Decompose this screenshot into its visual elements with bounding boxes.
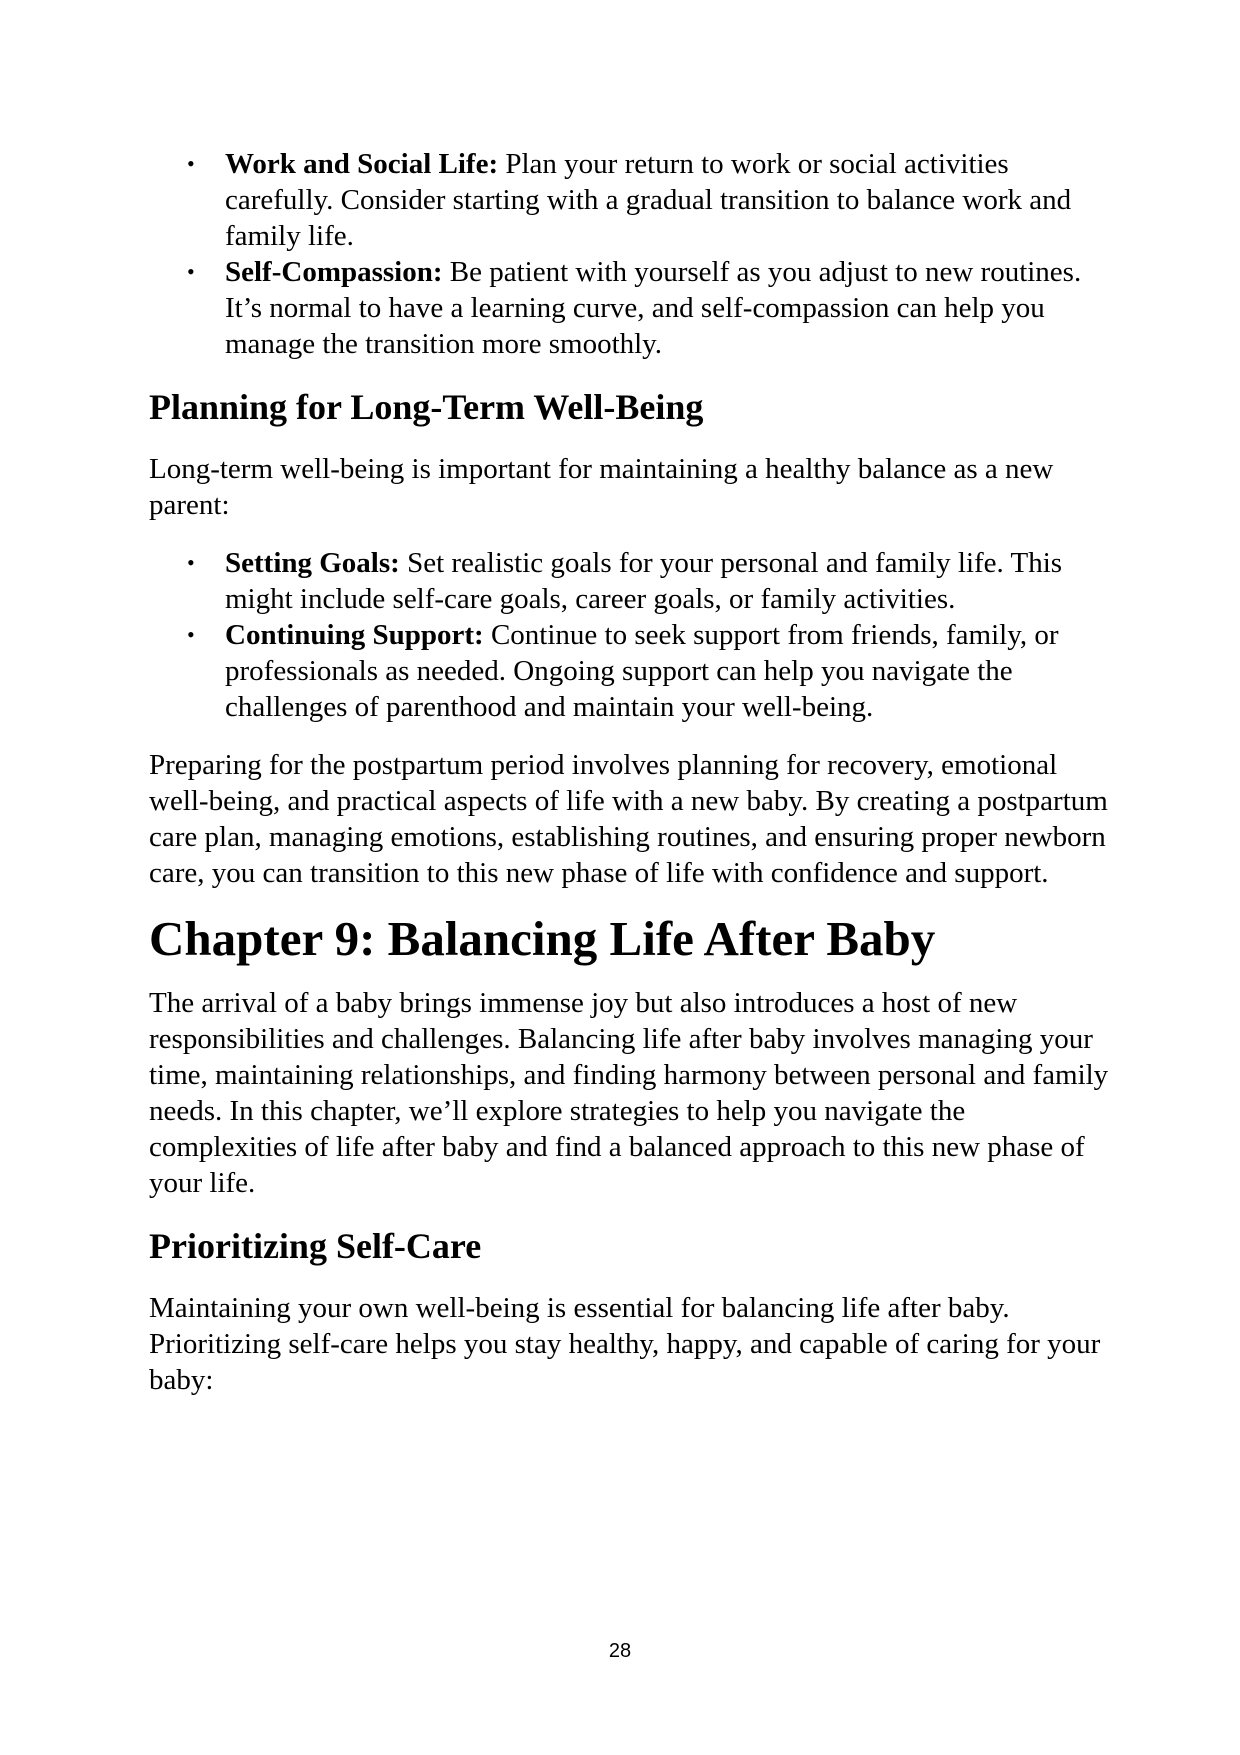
section-heading-prioritizing-self-care: Prioritizing Self-Care: [149, 1226, 482, 1266]
chapter-title: Chapter 9: Balancing Life After Baby: [149, 911, 936, 966]
bullet-icon: •: [187, 550, 195, 575]
list-item-work-social-life: [149, 146, 1109, 254]
top-bullet-list: [149, 146, 1109, 362]
list-item-continuing-support: [149, 617, 1109, 725]
bullet-term: Work and Social Life:: [225, 148, 499, 180]
list-item-setting-goals: [149, 545, 1109, 617]
postpartum-summary-paragraph: Preparing for the postpartum period involves planning for recovery, emotional well-being, and practical aspects of life with a new baby. By creating a postpartum care plan, managing emotions, establishing routines, and ensuring proper newborn care, you can transition to this new phase of life with confidence and support.: [149, 749, 1108, 889]
bullet-icon: •: [187, 151, 195, 176]
bullet-term: Setting Goals:: [225, 547, 400, 579]
bullet-text: Set realistic goals for your personal and family life. This might include self-care goals, career goals, or family activities.: [225, 547, 1063, 615]
self-care-intro-paragraph: Maintaining your own well-being is essential for balancing life after baby. Prioritizing self-care helps you stay healthy, happy, and capable of caring for your baby:: [149, 1292, 1101, 1396]
section-heading-long-term-well-being: Planning for Long-Term Well-Being: [149, 387, 704, 427]
page-body: [149, 146, 1109, 1398]
bullet-text: Continue to seek support from friends, family, or professionals as needed. Ongoing support can help you navigate the challenges of parenthood and maintain your well-being.: [225, 619, 1059, 723]
long-term-intro-paragraph: Long-term well-being is important for maintaining a healthy balance as a new parent:: [149, 453, 1054, 521]
long-term-bullet-list: [149, 545, 1109, 725]
chapter-intro-paragraph: The arrival of a baby brings immense joy but also introduces a host of new responsibilities and challenges. Balancing life after baby involves managing your time, maintaining relationships, and finding harmony between personal and family needs. In this chapter, we’ll explore strategies to help you navigate the complexities of life after baby and find a balanced approach to this new phase of your life.: [149, 987, 1109, 1199]
bullet-text: Be patient with yourself as you adjust to new routines. It’s normal to have a learning curve, and self-compassion can help you manage the transition more smoothly.: [225, 256, 1082, 360]
bullet-icon: •: [187, 259, 195, 284]
bullet-term: Self-Compassion:: [225, 256, 443, 288]
bullet-icon: •: [187, 622, 195, 647]
bullet-term: Continuing Support:: [225, 619, 484, 651]
page-number: 28: [608, 1640, 632, 1662]
bullet-text: Plan your return to work or social activities carefully. Consider starting with a gradual transition to balance work and family life.: [225, 148, 1072, 252]
list-item-self-compassion: [149, 254, 1109, 362]
